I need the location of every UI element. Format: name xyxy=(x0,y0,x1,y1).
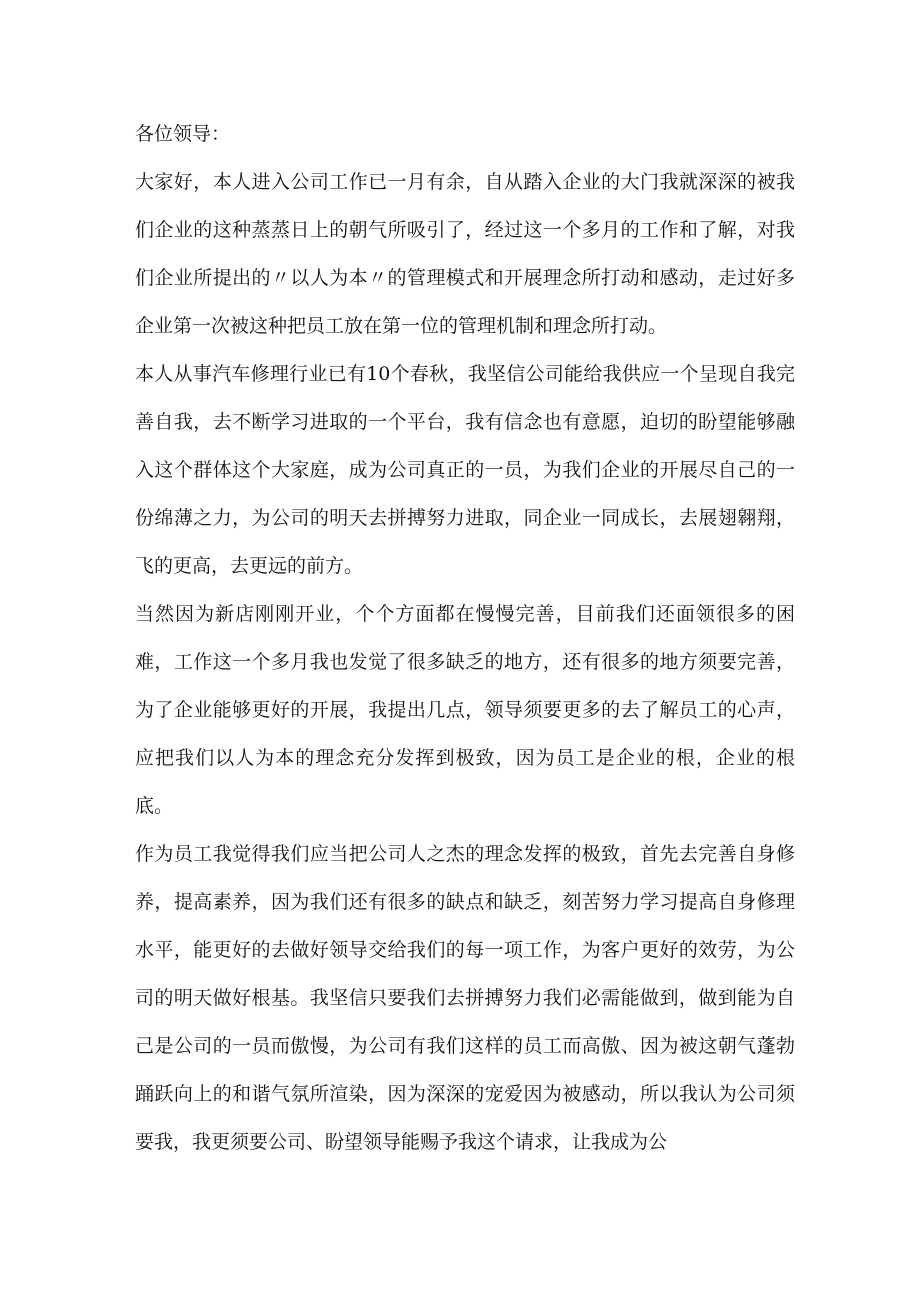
paragraph-commitment: 作为员工我觉得我们应当把公司人之杰的理念发挥的极致，首先去完善自身修养，提高素养，因为我们还有很多的缺点和缺乏，刻苦努力学习提高自身修理水平，能更好的去做好领导交给我们的每一项工作，为客户更好的效劳，为公司的明天做好根基。我坚信只要我们去拼搏努力我们必需能做到，做到能为自己是公司的一员而傲慢，为公司有我们这样的员工而高傲、因为被这朝气蓬勃踊跃向上的和谐气氛所渲染，因为深深的宠爱因为被感动，所以我认为公司须要我，我更须要公司、盼望领导能赐予我这个请求，让我成为公 xyxy=(135,843,795,1153)
paragraph-greeting: 大家好，本人进入公司工作已一月有余，自从踏入企业的大门我就深深的被我们企业的这种蒸蒸日上的朝气所吸引了，经过这一个多月的工作和了解，对我们企业所提出的〃以人为本〃的管理模式和开展理念所打动和感动，走过好多企业第一次被这种把员工放在第一位的管理机制和理念所打动。 xyxy=(135,171,795,337)
salutation: 各位领导： xyxy=(135,123,231,145)
paragraph-suggestions: 当然因为新店刚刚开业，个个方面都在慢慢完善，目前我们还面领很多的困难，工作这一个多月我也发觉了很多缺乏的地方，还有很多的地方须要完善，为了企业能够更好的开展，我提出几点，领导须要更多的去了解员工的心声，应把我们以人为本的理念充分发挥到极致，因为员工是企业的根，企业的根底。 xyxy=(135,603,795,817)
document-page xyxy=(135,110,795,1166)
paragraph-experience: 本人从事汽车修理行业已有10个春秋，我坚信公司能给我供应一个呈现自我完善自我，去不断学习进取的一个平台，我有信念也有意愿，迫切的盼望能够融入这个群体这个大家庭，成为公司真正的一员，为我们企业的开展尽自己的一份绵薄之力，为公司的明天去拼搏努力进取，同企业一同成长，去展翅翱翔，飞的更高，去更远的前方。 xyxy=(135,363,795,577)
